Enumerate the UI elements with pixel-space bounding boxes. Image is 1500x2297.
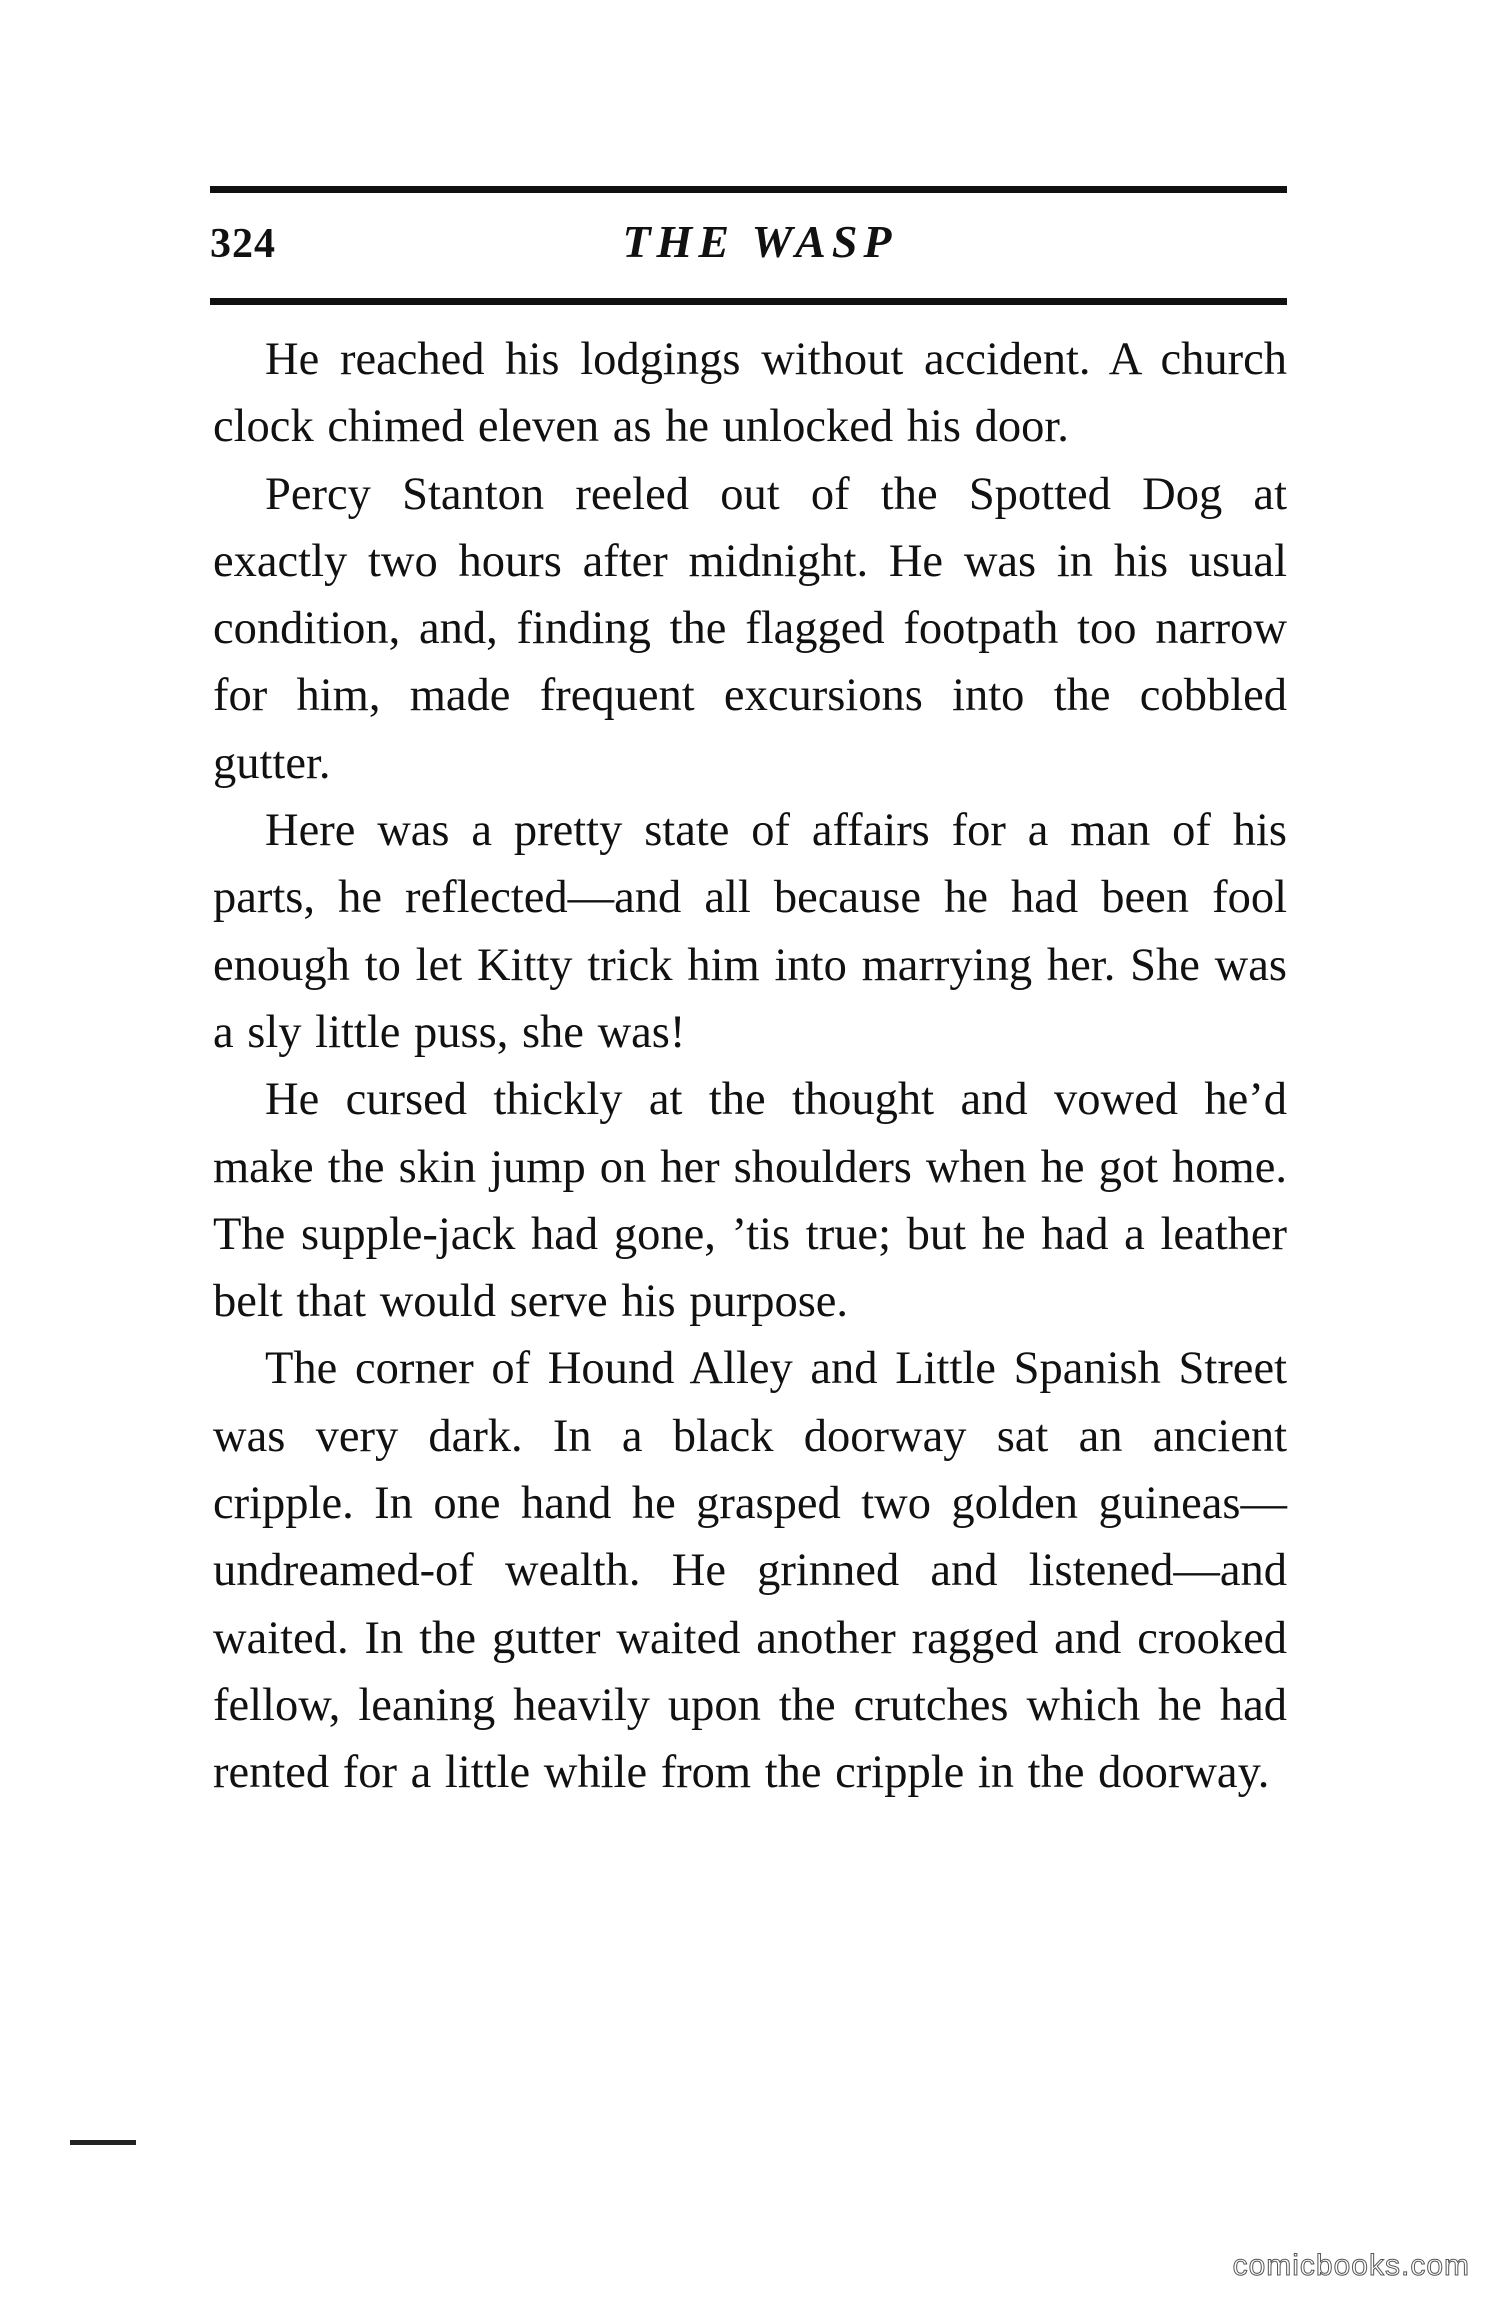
header-rule-bottom: [210, 298, 1287, 305]
paragraph: Here was a pretty state of affairs for a man of his parts, he reflected—and all because he had been fool enough to let Kitty trick him into marrying her. She was a sly little puss, she was!: [213, 805, 1287, 1058]
margin-mark: [70, 2140, 136, 2145]
body-text: [213, 326, 1287, 1807]
watermark: comicbooks.com: [1232, 2249, 1470, 2282]
paragraph: He cursed thickly at the thought and vowed he’d make the skin jump on her shoulders when he got home. The supple-jack had gone, ’tis true; but he had a leather belt that would serve his purpose.: [213, 1074, 1287, 1328]
running-title: THE WASP: [622, 216, 898, 267]
paragraph: Percy Stanton reeled out of the Spotted Dog at exactly two hours after midnight. He was in his usual condition, and, finding the flagged footpath too narrow for him, made frequent excursions into the cobbled gutter.: [213, 468, 1287, 789]
header-rule-top: [210, 186, 1287, 193]
paragraph: He reached his lodgings without accident. A church clock chimed eleven as he unlocked his door.: [213, 334, 1287, 453]
paragraph: The corner of Hound Alley and Little Spanish Street was very dark. In a black doorway sat an ancient cripple. In one hand he grasped two golden guineas—undreamed-of wealth. He grinned and listened—and waited. In the gutter waited another ragged and crooked fellow, leaning heavily upon the crutches which he had rented for a little while from the cripple in the doorway.: [213, 1343, 1287, 1799]
page-number: 324: [210, 221, 276, 267]
